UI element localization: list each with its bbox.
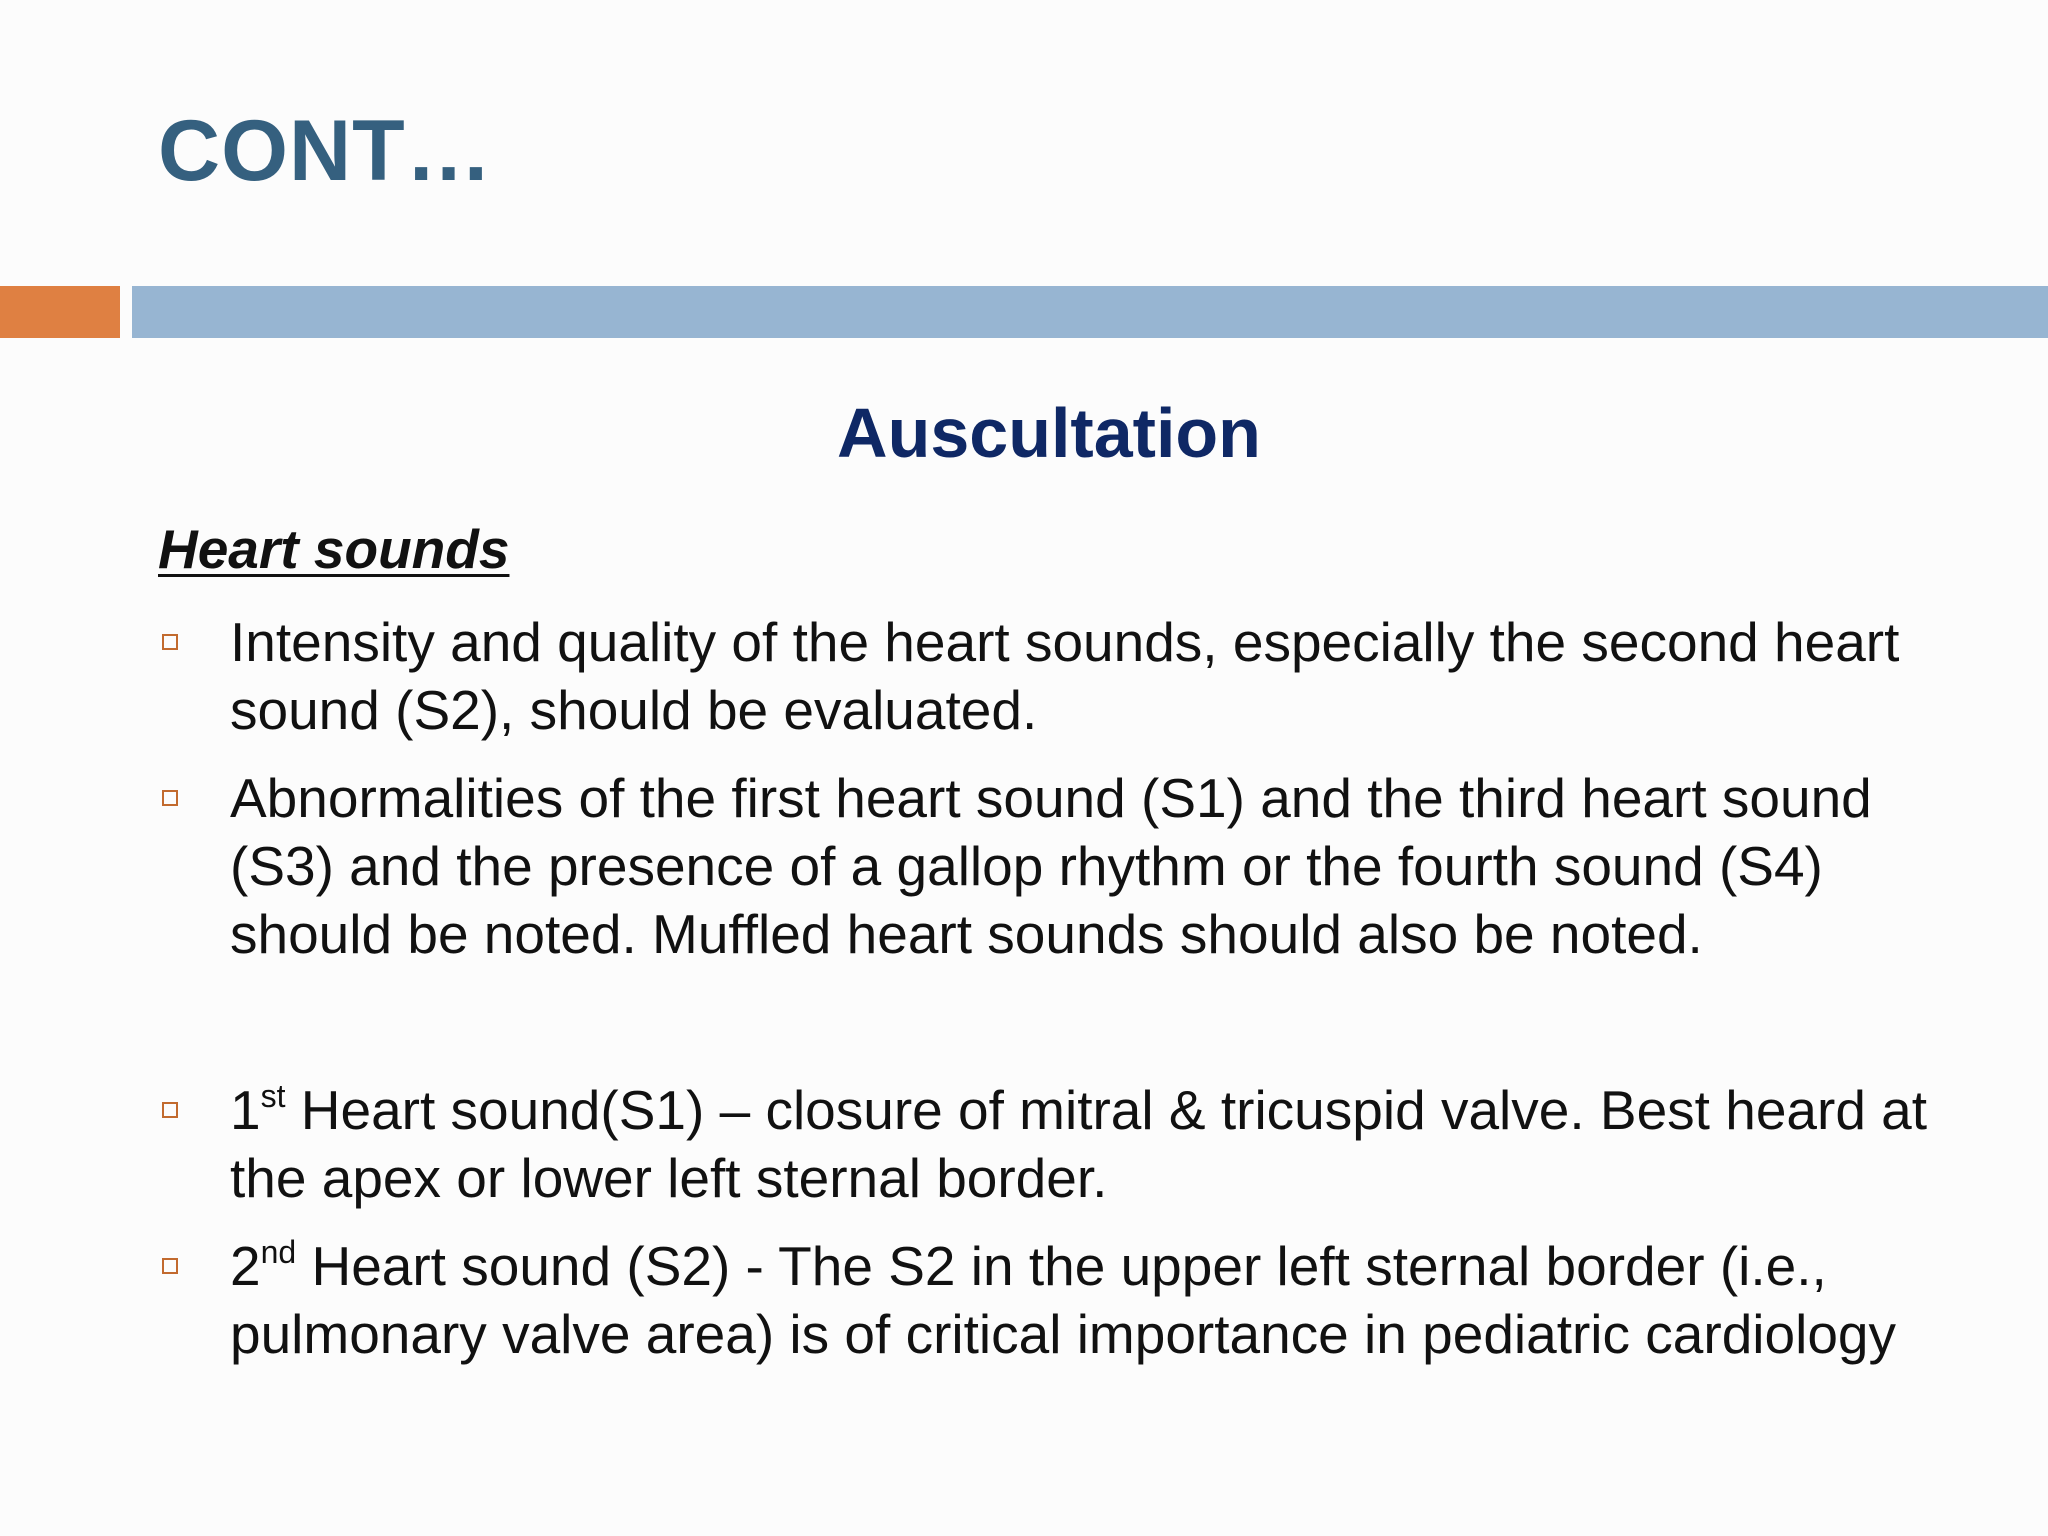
bullet-body: Heart sound (S2) - The S2 in the upper left sternal border (i.e., pulmonary valve area) is of critical importance in pediatric cardiology [230, 1235, 1897, 1365]
ordinal-number: 1 [230, 1079, 261, 1141]
bullet-text: Abnormalities of the first heart sound (S1) and the third heart sound (S3) and the presence of a gallop rhythm or the fourth sound (S4) should be noted. Muffled heart sounds should also be noted. [230, 767, 1872, 965]
ordinal-suffix: st [260, 1078, 286, 1114]
square-bullet-icon [162, 1102, 178, 1118]
slide-title: CONT… [158, 103, 493, 199]
ordinal-suffix: nd [260, 1234, 297, 1270]
square-bullet-icon [162, 790, 178, 806]
ordinal-number: 2 [230, 1235, 261, 1297]
subheading-heart-sounds: Heart sounds [158, 518, 510, 580]
accent-bar-blue [132, 286, 2048, 338]
bullet-item [158, 1232, 1958, 1368]
section-title: Auscultation [837, 394, 1261, 472]
bullet-item [158, 764, 1958, 968]
bullet-item [158, 1076, 1958, 1212]
square-bullet-icon [162, 1258, 178, 1274]
bullet-text [230, 1232, 1958, 1368]
bullet-text: Intensity and quality of the heart sounds, especially the second heart sound (S2), should be evaluated. [230, 611, 1900, 741]
accent-bar-orange [0, 286, 120, 338]
bullet-item [158, 608, 1958, 744]
bullet-text [230, 1076, 1958, 1212]
square-bullet-icon [162, 634, 178, 650]
bullet-body: Heart sound(S1) – closure of mitral & tricuspid valve. Best heard at the apex or lower left sternal border. [230, 1079, 1928, 1209]
